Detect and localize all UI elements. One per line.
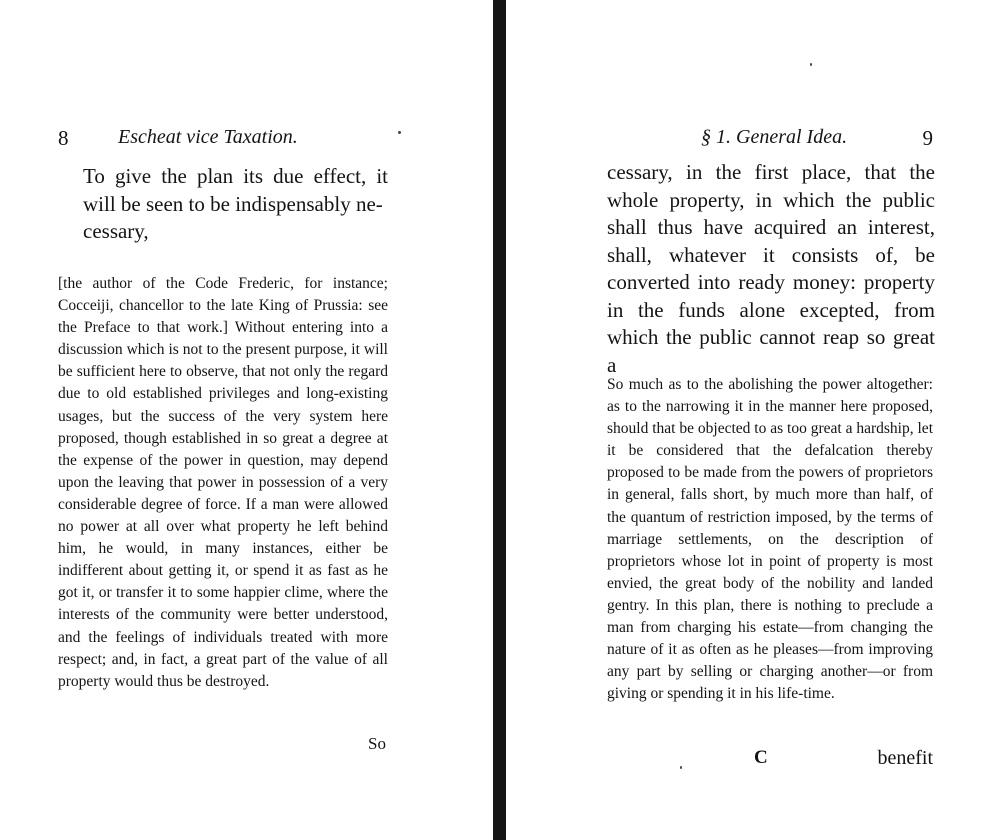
left-body-paragraph: To give the plan its due effect, it will be seen to be indispensably ne- <box>83 164 388 216</box>
left-catchword: So <box>368 734 386 753</box>
left-footnote: [the author of the Code Frederic, for instance; Cocceiji, chancellor to the late King of Prussia: see the Preface to that work.] Without entering into a discussion which is not to the present purpose, it will be sufficient here to observe, that not only the regard due to old established privileges and long-existing usages, but the success of the very system here proposed, though established in so great a degree at the expense of the power in question, may depend upon the leaving that power in possession of a very considerable degree of force. If a man were allowed no power at all over what property he left behind him, he would, in many instances, either be indifferent about getting it, or spend it as fast as he got it, or transfer it to some happier clime, where the interests of the community were better understood, and the feelings of individuals treated with more respect; and, in fact, a great part of the value of all property would thus be destroyed. <box>58 275 388 690</box>
right-page <box>607 0 935 840</box>
left-page-number: 8 <box>58 126 69 150</box>
paper-speck <box>398 131 401 134</box>
left-body-text <box>83 163 388 246</box>
paper-speck <box>680 766 682 769</box>
right-body-text: cessary, in the first place, that the whole property, in which the public shall thus have acquired an interest, shall, whatever it consists of, be converted into ready money: property in the funds alone excepted, from which the public cannot reap so great a <box>607 160 935 377</box>
left-running-head <box>58 126 388 152</box>
right-catchword: benefit <box>877 747 933 769</box>
right-signature-mark: C <box>754 747 768 768</box>
left-running-title: Escheat vice Taxation. <box>118 126 298 148</box>
left-body-last-line: cessary, <box>83 219 149 243</box>
paper-speck <box>810 63 812 66</box>
left-page <box>58 0 388 840</box>
right-page-number: 9 <box>922 126 933 150</box>
book-spine <box>493 0 506 840</box>
right-running-head <box>607 126 935 152</box>
right-running-title: § 1. General Idea. <box>701 126 848 148</box>
right-footnote: So much as to the abolishing the power altogether: as to the narrowing it in the manner here proposed, should that be objected to as too great a hardship, let it be considered that the defalcation thereby proposed to be made from the powers of proprietors in general, falls short, by much more than half, of the quantum of restriction imposed, by the terms of marriage settlements, on the description of proprietors whose lot in point of property is most envied, the great body of the nobility and landed gentry. In this plan, there is nothing to preclude a man from charging his estate—from changing the nature of it as often as he pleases—from improving any part by selling or charging another—or from giving or spending it in his life-time. <box>607 376 933 703</box>
